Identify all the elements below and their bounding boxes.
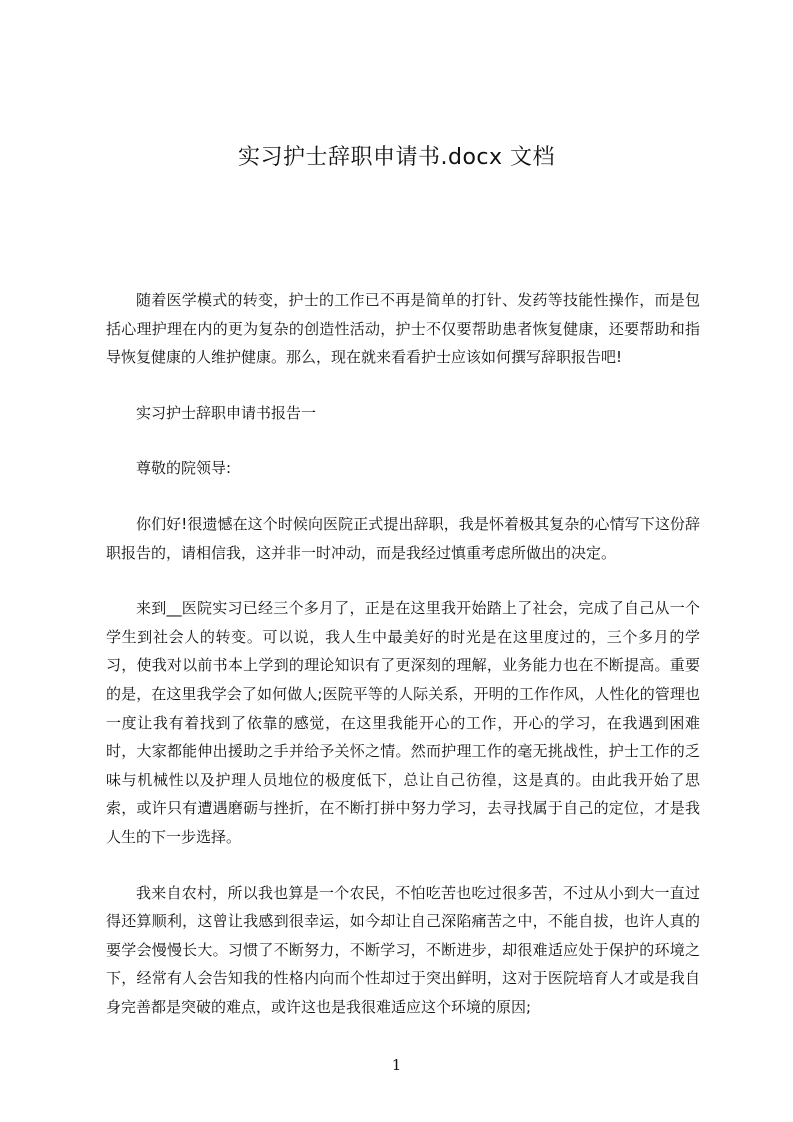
section-heading: 实习护士辞职申请书报告一 [136, 403, 317, 422]
body-paragraph-1: 你们好!很遗憾在这个时候向医院正式提出辞职，我是怀着极其复杂的心情写下这份辞职报告的，请相信我，这并非一时冲动，而是我经过慎重考虑所做出的决定。 [106, 514, 700, 562]
salutation: 尊敬的院领导: [136, 459, 232, 478]
intro-paragraph: 随着医学模式的转变，护士的工作已不再是简单的打针、发药等技能性操作，而是包括心理护理在内的更为复杂的创造性活动，护士不仅要帮助患者恢复健康，还要帮助和指导恢复健康的人维护健康。那么，现在就来看看护士应该如何撰写辞职报告吧! [106, 291, 700, 367]
document-title: 实习护士辞职申请书.docx 文档 [237, 145, 556, 170]
body-paragraph-2: 来到__医院实习已经三个多月了，正是在这里我开始踏上了社会，完成了自己从一个学生到社会人的转变。可以说，我人生中最美好的时光是在这里度过的，三个多月的学习，使我对以前书本上学到的理论知识有了更深刻的理解，业务能力也在不断提高。重要的是，在这里我学会了如何做人;医院平等的人际关系，开明的工作作风，人性化的管理也一度让我有着找到了依靠的感觉，在这里我能开心的工作，开心的学习，在我遇到困难时，大家都能伸出援助之手并给予关怀之情。然而护理工作的毫无挑战性，护士工作的乏味与机械性以及护理人员地位的极度低下，总让自己彷徨，这是真的。由此我开始了思索，或许只有遭遇磨砺与挫折，在不断打拼中努力学习，去寻找属于自己的定位，才是我人生的下一步选择。 [106, 599, 700, 846]
page-number: 1 [391, 1056, 402, 1074]
document-body [106, 286, 700, 1048]
body-paragraph-3: 我来自农村，所以我也算是一个农民，不怕吃苦也吃过很多苦，不过从小到大一直过得还算顺利，这曾让我感到很幸运，如今却让自己深陷痛苦之中，不能自拔，也许人真的要学会慢慢长大。习惯了不断努力，不断学习，不断进步，却很难适应处于保护的环境之下，经常有人会告知我的性格内向而个性却过于突出鲜明，这对于医院培育人才或是我自身完善都是突破的难点，或许这也是我很难适应这个环境的原因; [106, 883, 700, 1016]
